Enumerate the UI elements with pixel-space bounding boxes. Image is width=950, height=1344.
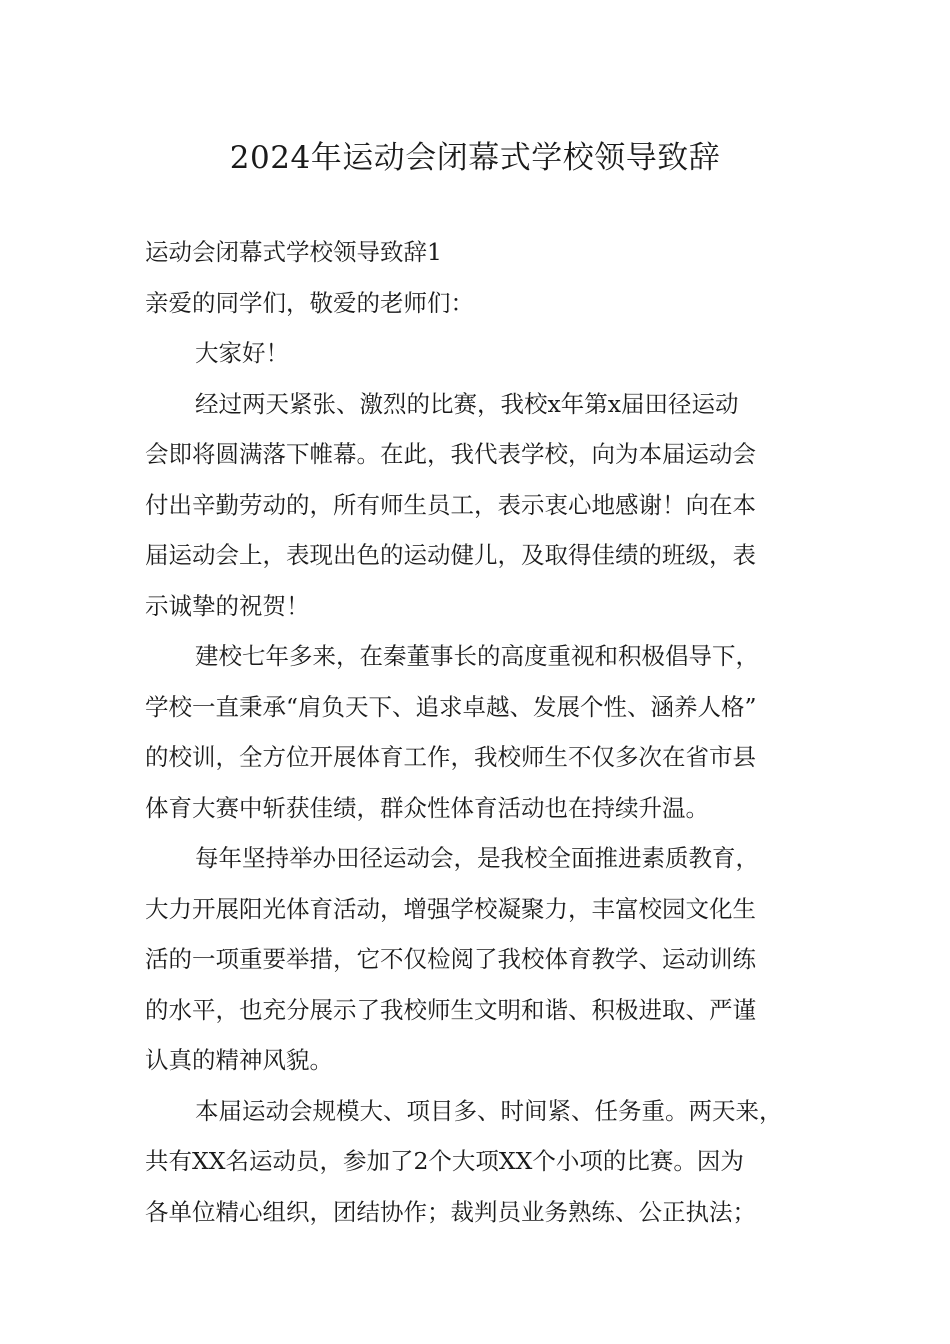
paragraph-line: 的水平，也充分展示了我校师生文明和谐、积极进取、严谨	[145, 995, 756, 1024]
paragraph-line: 每年坚持举办田径运动会，是我校全面推进素质教育，	[195, 844, 759, 872]
paragraph-line: 学校一直秉承“肩负天下、追求卓越、发展个性、涵养人格”	[145, 692, 757, 721]
paragraph-line: 示诚挚的祝贺！	[145, 591, 310, 620]
paragraph-line: 各单位精心组织，团结协作；裁判员业务熟练、公正执法；	[145, 1197, 756, 1226]
paragraph-significance	[145, 833, 815, 1086]
paragraph-history	[145, 631, 815, 833]
paragraph-line: 共有XX名运动员，参加了2个大项XX个小项的比赛。因为	[145, 1147, 744, 1175]
salutation: 亲爱的同学们，敬爱的老师们：	[145, 288, 474, 317]
paragraph-thanks	[145, 379, 815, 632]
paragraph-line: 会即将圆满落下帷幕。在此，我代表学校，向为本届运动会	[145, 440, 756, 468]
paragraph-line: 活的一项重要举措，它不仅检阅了我校体育教学、运动训练	[145, 945, 756, 973]
paragraph-line: 大家好！	[195, 339, 289, 367]
paragraph-line: 经过两天紧张、激烈的比赛，我校x年第x届田径运动	[195, 389, 739, 418]
paragraph-line: 届运动会上，表现出色的运动健儿，及取得佳绩的班级，表	[145, 541, 756, 569]
paragraph-line: 的校训，全方位开展体育工作，我校师生不仅多次在省市县	[145, 743, 756, 771]
paragraph-line: 体育大赛中斩获佳绩，群众性体育活动也在持续升温。	[145, 793, 709, 822]
speech-heading: 运动会闭幕式学校领导致辞1	[145, 238, 442, 266]
document-title: 2024年运动会闭幕式学校领导致辞	[229, 140, 721, 176]
paragraph-greeting	[145, 328, 815, 379]
paragraph-line: 大力开展阳光体育活动，增强学校凝聚力，丰富校园文化生	[145, 894, 756, 923]
paragraph-line: 认真的精神风貌。	[145, 1046, 333, 1074]
paragraph-line: 本届运动会规模大、项目多、时间紧、任务重。两天来，	[195, 1096, 783, 1125]
paragraph-line: 建校七年多来，在秦董事长的高度重视和积极倡导下，	[195, 642, 759, 670]
document-body	[145, 227, 815, 1237]
paragraph-line: 付出辛勤劳动的，所有师生员工，表示衷心地感谢！向在本	[145, 490, 756, 519]
paragraph-scale	[145, 1086, 815, 1238]
